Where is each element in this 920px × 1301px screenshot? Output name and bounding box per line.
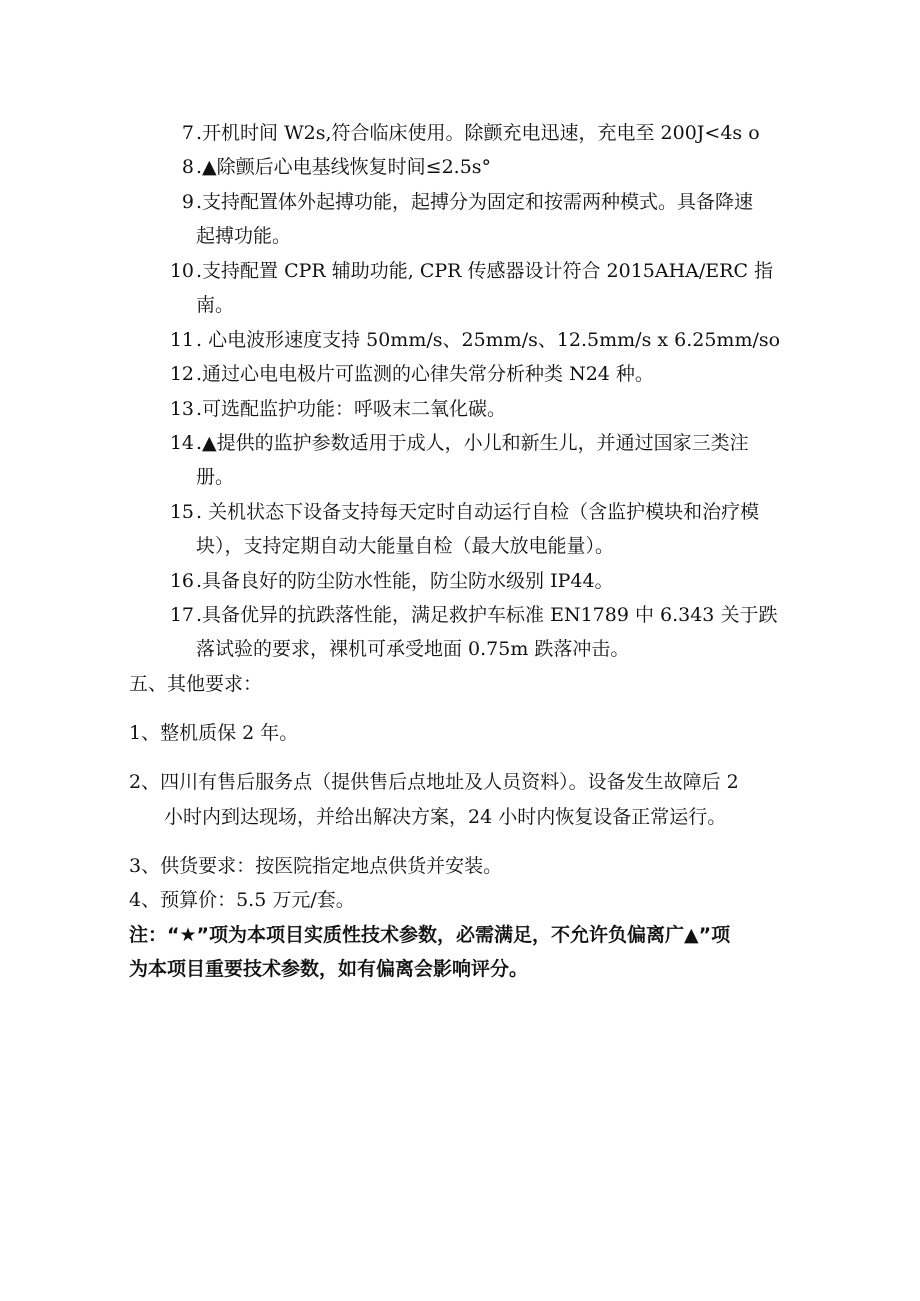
item-text-continued: 块），支持定期自动大能量自检（最大放电能量）。: [196, 535, 615, 557]
item-number: 10: [169, 260, 194, 282]
item-number: 12: [169, 363, 194, 385]
item-number: 13: [169, 398, 194, 420]
item-text-continued: 起搏功能。: [196, 225, 292, 247]
item-text-continued: 落试验的要求，裸机可承受地面 0.75m 跌落冲击。: [196, 638, 630, 660]
item-text: .可选配监护功能：呼吸末二氧化碳。: [196, 398, 507, 420]
item-number: 8: [181, 156, 194, 178]
item-text: .支持配置体外起搏功能，起搏分为固定和按需两种模式。具备降速: [196, 191, 754, 213]
requirement-4: 4、预算价：5.5 万元/套。: [129, 889, 355, 911]
item-number: 7: [181, 122, 194, 144]
requirement-2-cont: 小时内到达现场，并给出解决方案，24 小时内恢复设备正常运行。: [164, 806, 727, 828]
item-number: 15: [169, 501, 194, 523]
note-line-2: 为本项目重要技术参数，如有偏离会影响评分。: [129, 958, 529, 980]
note-line-1: 注：“★”项为本项目实质性技术参数，必需满足，不允许负偏离广▲”项: [129, 924, 731, 946]
item-text: .具备良好的防尘防水性能，防尘防水级别 IP44。: [196, 570, 614, 592]
item-text: .开机时间 W2s,符合临床使用。除颤充电迅速，充电至 200J<4s o: [196, 122, 760, 144]
requirement-3: 3、供货要求：按医院指定地点供货并安装。: [129, 855, 503, 877]
item-text: .具备优异的抗跌落性能，满足救护车标准 EN1789 中 6.343 关于跌: [196, 604, 778, 626]
item-text: .支持配置 CPR 辅助功能, CPR 传感器设计符合 2015AHA/ERC 指: [196, 260, 774, 282]
item-number: 9: [181, 191, 194, 213]
item-text-continued: 南。: [196, 294, 235, 316]
item-text: . 关机状态下设备支持每天定时自动运行自检（含监护模块和治疗模: [196, 501, 760, 523]
requirement-1: 1、整机质保 2 年。: [129, 722, 299, 744]
section-title: 五、其他要求：: [129, 673, 263, 695]
item-text: .通过心电电极片可监测的心律失常分析种类 N24 种。: [196, 363, 654, 385]
item-text-continued: 册。: [196, 466, 235, 488]
item-number: 14: [169, 432, 194, 454]
item-text: .▲提供的监护参数适用于成人，小儿和新生儿，并通过国家三类注: [196, 432, 749, 454]
item-number: 16: [169, 570, 194, 592]
item-text: .▲除颤后心电基线恢复时间≤2.5s°: [196, 156, 492, 178]
requirement-2: 2、四川有售后服务点（提供售后点地址及人员资料）。设备发生故障后 2: [129, 771, 739, 793]
item-text: . 心电波形速度支持 50mm/s、25mm/s、12.5mm∕s x 6.25mm/so: [196, 329, 781, 351]
item-number: 17: [169, 604, 194, 626]
item-number: 11: [169, 329, 194, 351]
